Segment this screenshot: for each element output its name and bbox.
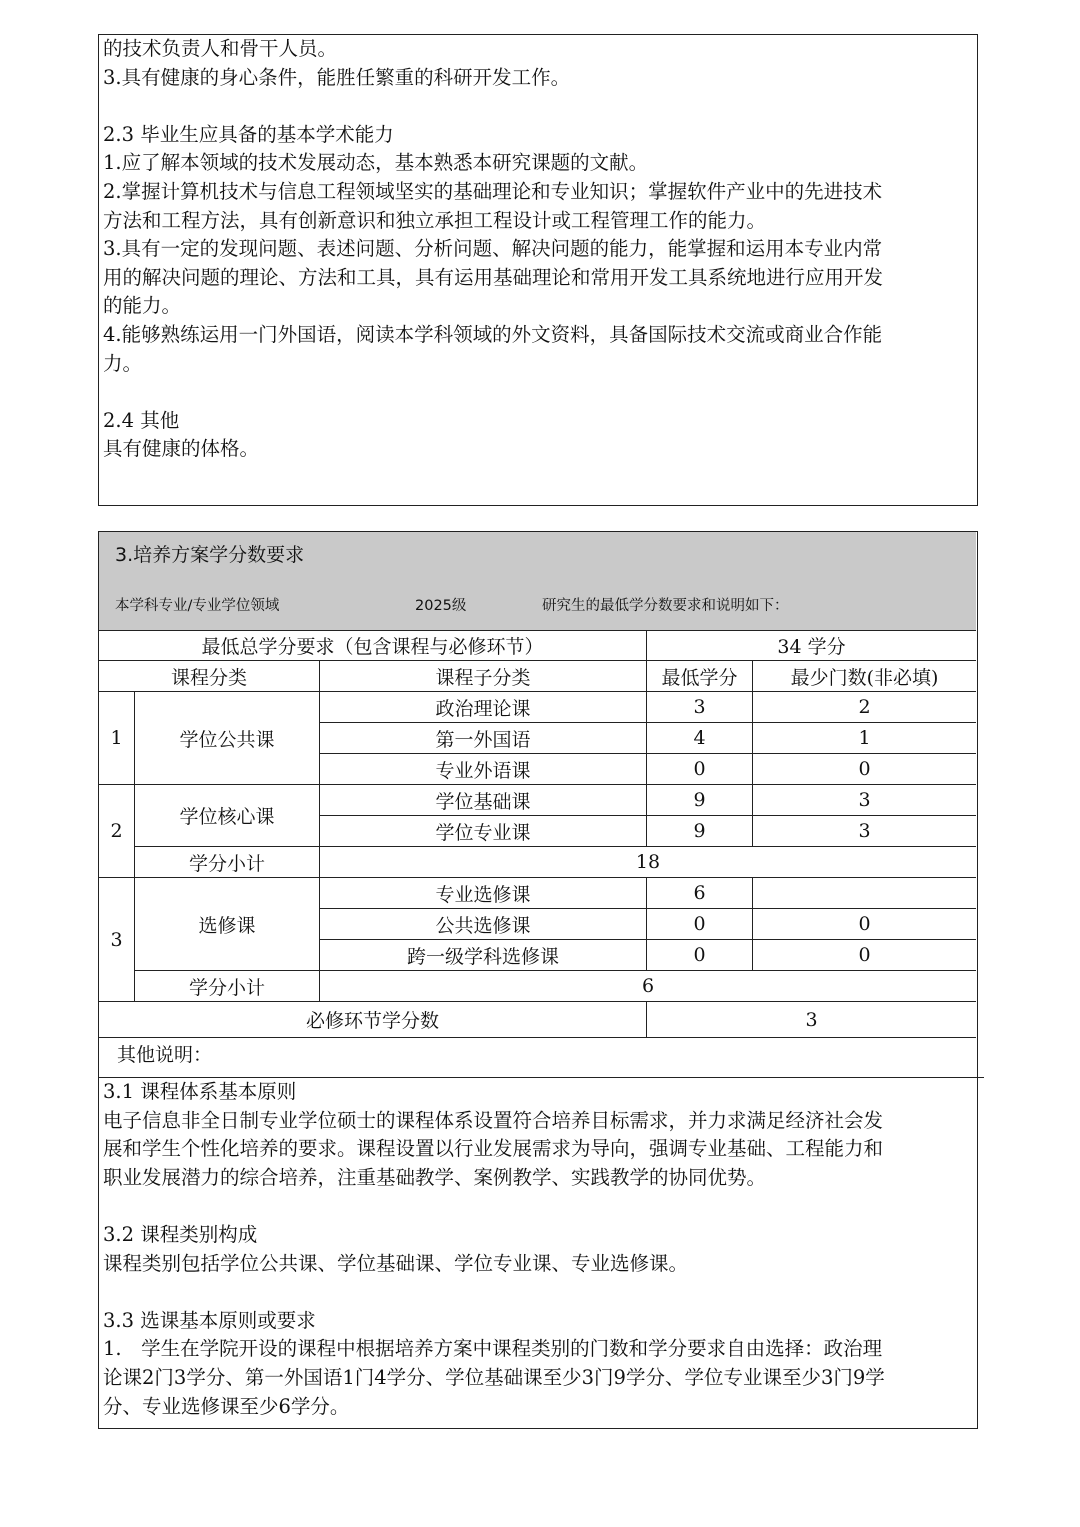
min-courses-cell: 3 [753,816,976,847]
subtotal-value: 18 [320,847,976,878]
total-credits-value: 34 学分 [647,630,976,661]
min-courses-cell: 0 [753,909,976,940]
blank-line [103,378,973,407]
group-name: 选修课 [135,878,320,971]
col-header-subcategory: 课程子分类 [320,661,647,692]
section-subtitle-year: 2025级 [415,598,467,614]
required-credits-value: 3 [647,1002,976,1038]
note-line: 职业发展潜力的综合培养，注重基础教学、案例教学、实践教学的协同优势。 [103,1165,767,1189]
min-courses-cell: 2 [753,692,976,723]
min-credits-cell: 9 [647,816,753,847]
min-courses-cell: 3 [753,785,976,816]
subcategory-cell: 跨一级学科选修课 [320,940,647,971]
blank-line [103,1192,980,1221]
min-credits-cell: 0 [647,754,753,785]
note-line: 3.2 课程类别构成 [103,1222,258,1246]
requirements-text [99,35,977,464]
note-line: 3.3 选课基本原则或要求 [103,1308,316,1332]
group-name: 学位公共课 [135,692,320,785]
text-line: 的能力。 [103,294,182,318]
section-title: 3.培养方案学分数要求 [115,544,305,566]
group-number: 1 [99,692,135,785]
group-name: 学位核心课 [135,785,320,847]
note-line: 3.1 课程体系基本原则 [103,1080,297,1103]
section-subtitle-suffix: 研究生的最低学分数要求和说明如下： [542,598,789,614]
credit-requirements-box [98,531,978,1429]
total-credits-label: 最低总学分要求（包含课程与必修环节） [99,630,647,661]
text-line: 具有健康的体格。 [103,437,260,461]
requirements-text-box [98,34,978,506]
subtotal-label: 学分小计 [135,847,320,878]
text-line: 方法和工程方法，具有创新意识和独立承担工程设计或工程管理工作的能力。 [103,208,767,232]
note-line: 分、专业选修课至少6学分。 [103,1394,350,1418]
min-credits-cell: 9 [647,785,753,816]
col-header-category: 课程分类 [99,661,320,692]
min-credits-cell: 4 [647,723,753,754]
text-line: 用的解决问题的理论、方法和工具，具有运用基础理论和常用开发工具系统地进行应用开发 [103,265,884,289]
section-subtitle-prefix: 本学科专业/专业学位领域 [115,598,280,614]
subcategory-cell: 政治理论课 [320,692,647,723]
section-header [99,532,976,631]
subcategory-cell: 学位基础课 [320,785,647,816]
col-header-min-courses: 最少门数(非必填) [753,661,976,692]
note-line: 电子信息非全日制专业学位硕士的课程体系设置符合培养目标需求，并力求满足经济社会发 [103,1108,884,1132]
text-line: 2.4 其他 [103,408,180,432]
subcategory-cell: 第一外国语 [320,723,647,754]
subcategory-cell: 学位专业课 [320,816,647,847]
min-credits-cell: 6 [647,878,753,909]
note-line: 论课2门3学分、第一外国语1门4学分、学位基础课至少3门9学分、学位专业课至少3门9学 [103,1365,885,1389]
other-notes [99,1077,984,1421]
min-courses-cell: 1 [753,723,976,754]
other-notes-label: 其他说明： [117,1044,213,1066]
group-number: 3 [99,878,135,1002]
text-line: 力。 [103,351,143,375]
required-credits-label: 必修环节学分数 [99,1002,647,1038]
blank-line [103,92,973,121]
subcategory-cell: 专业外语课 [320,754,647,785]
text-line: 的技术负责人和骨干人员。 [103,37,338,60]
text-line: 3.具有一定的发现问题、表述问题、分析问题、解决问题的能力，能掌握和运用本专业内常 [103,237,883,261]
text-line: 3.具有健康的身心条件，能胜任繁重的科研开发工作。 [103,65,571,89]
subcategory-cell: 公共选修课 [320,909,647,940]
subcategory-cell: 专业选修课 [320,878,647,909]
min-credits-cell: 0 [647,909,753,940]
min-courses-cell [753,878,976,909]
min-credits-cell: 3 [647,692,753,723]
col-header-min-credits: 最低学分 [647,661,753,692]
note-line: 展和学生个性化培养的要求。课程设置以行业发展需求为导向，强调专业基础、工程能力和 [103,1137,884,1161]
group-number: 2 [99,785,135,878]
text-line: 4.能够熟练运用一门外国语，阅读本学科领域的外文资料，具备国际技术交流或商业合作能 [103,322,883,346]
min-courses-cell: 0 [753,940,976,971]
subtotal-value: 6 [320,971,976,1002]
note-line: 课程类别包括学位公共课、学位基础课、学位专业课、专业选修课。 [103,1251,689,1275]
note-line: 1. 学生在学院开设的课程中根据培养方案中课程类别的门数和学分要求自由选择：政治理 [103,1337,883,1361]
text-line: 1.应了解本领域的技术发展动态，基本熟悉本研究课题的文献。 [103,151,649,175]
blank-line [103,1278,980,1307]
text-line: 2.3 毕业生应具备的基本学术能力 [103,122,394,146]
min-courses-cell: 0 [753,754,976,785]
subtotal-label: 学分小计 [135,971,320,1002]
text-line: 2.掌握计算机技术与信息工程领域坚实的基础理论和专业知识；掌握软件产业中的先进技术 [103,179,883,203]
min-credits-cell: 0 [647,940,753,971]
